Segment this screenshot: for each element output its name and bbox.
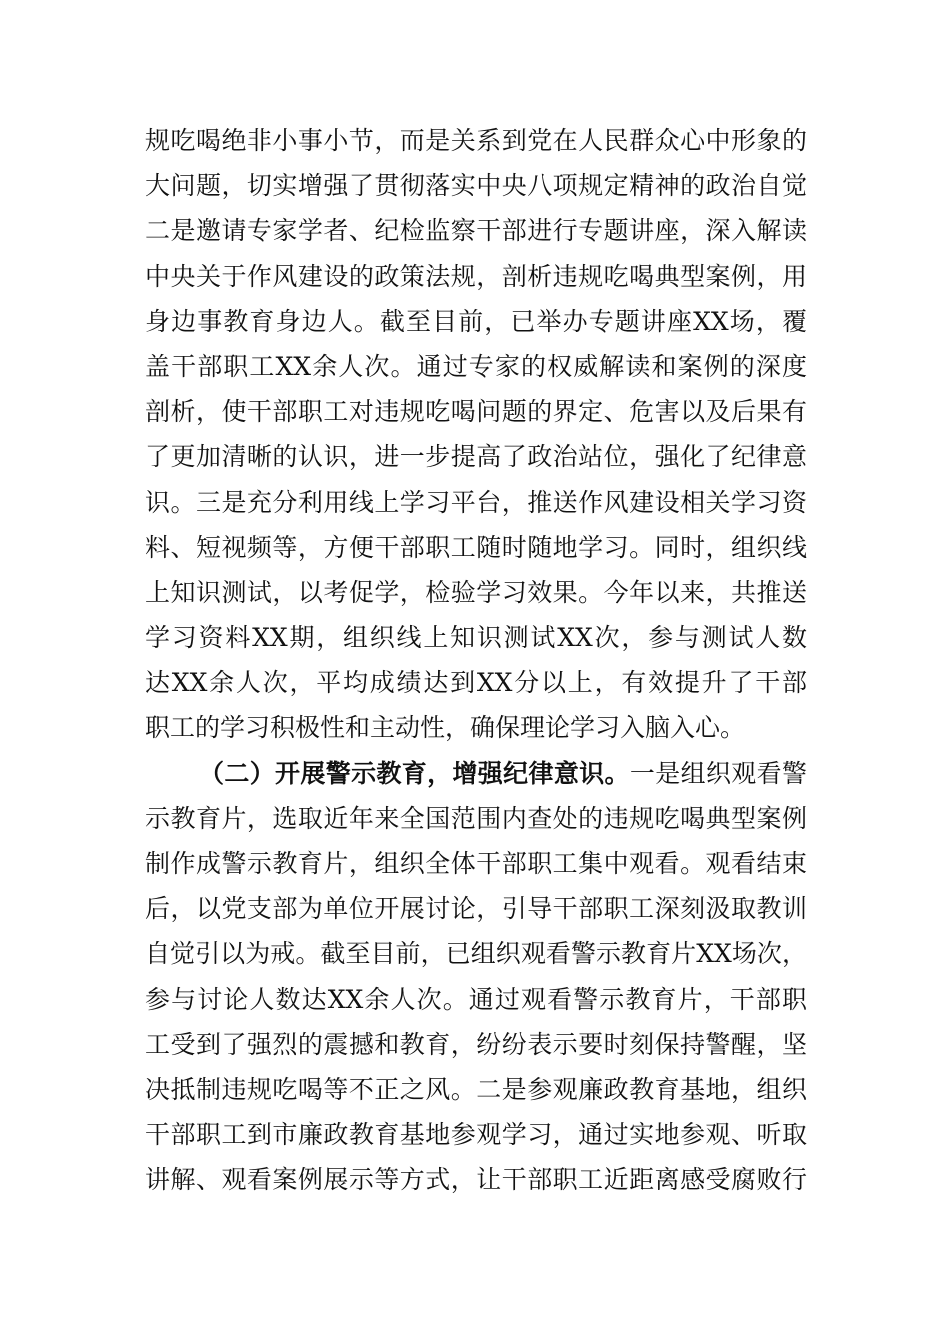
section-heading-rest: 一是组织观看警 [629,758,807,788]
text-line: 讲解、观看案例展示等方式，让干部职工近距离感受腐败行 [145,1165,807,1195]
section-heading-line [145,751,807,796]
text-line: 决抵制违规吃喝等不正之风。二是参观廉政教育基地，组织 [145,1074,807,1104]
text-line: 大问题，切实增强了贯彻落实中央八项规定精神的政治自觉 [145,171,807,201]
text-line: 了更加清晰的认识，进一步提高了政治站位，强化了纪律意 [145,442,807,472]
text-line: 参与讨论人数达XX余人次。通过观看警示教育片，干部职 [145,984,807,1014]
text-line: 干部职工到市廉政教育基地参观学习，通过实地参观、听取 [145,1120,807,1150]
document-body [145,118,807,1203]
text-line: 制作成警示教育片，组织全体干部职工集中观看。观看结束 [145,849,807,878]
section-heading: （二）开展警示教育，增强纪律意识。 [199,758,630,788]
text-line: 工受到了强烈的震撼和教育，纷纷表示要时刻保持警醒，坚 [145,1029,807,1059]
text-line: 料、短视频等，方便干部职工随时随地学习。同时，组织线 [145,532,807,562]
text-line: 身边事教育身边人。截至目前，已举办专题讲座XX场，覆 [145,306,807,336]
text-line: 自觉引以为戒。截至目前，已组织观看警示教育片XX场次， [145,939,807,969]
text-line: 后，以党支部为单位开展讨论，引导干部职工深刻汲取教训 [145,894,807,924]
text-line: 剖析，使干部职工对违规吃喝问题的界定、危害以及后果有 [145,397,807,427]
text-line: 识。三是充分利用线上学习平台，推送作风建设相关学习资 [145,487,807,517]
text-line: 规吃喝绝非小事小节，而是关系到党在人民群众心中形象的 [145,126,807,155]
text-line: 职工的学习积极性和主动性，确保理论学习入脑入心。 [145,713,746,743]
text-line: 达XX余人次，平均成绩达到XX分以上，有效提升了干部 [145,668,807,698]
text-line: 盖干部职工XX余人次。通过专家的权威解读和案例的深度 [145,351,807,381]
text-line: 学习资料XX期，组织线上知识测试XX次，参与测试人数 [145,623,807,653]
text-line: 二是邀请专家学者、纪检监察干部进行专题讲座，深入解读 [145,216,807,246]
text-line: 中央关于作风建设的政策法规，剖析违规吃喝典型案例，用 [145,261,807,291]
text-line: 示教育片，选取近年来全国范围内查处的违规吃喝典型案例 [145,803,807,833]
text-line: 上知识测试，以考促学，检验学习效果。今年以来，共推送 [145,577,807,607]
